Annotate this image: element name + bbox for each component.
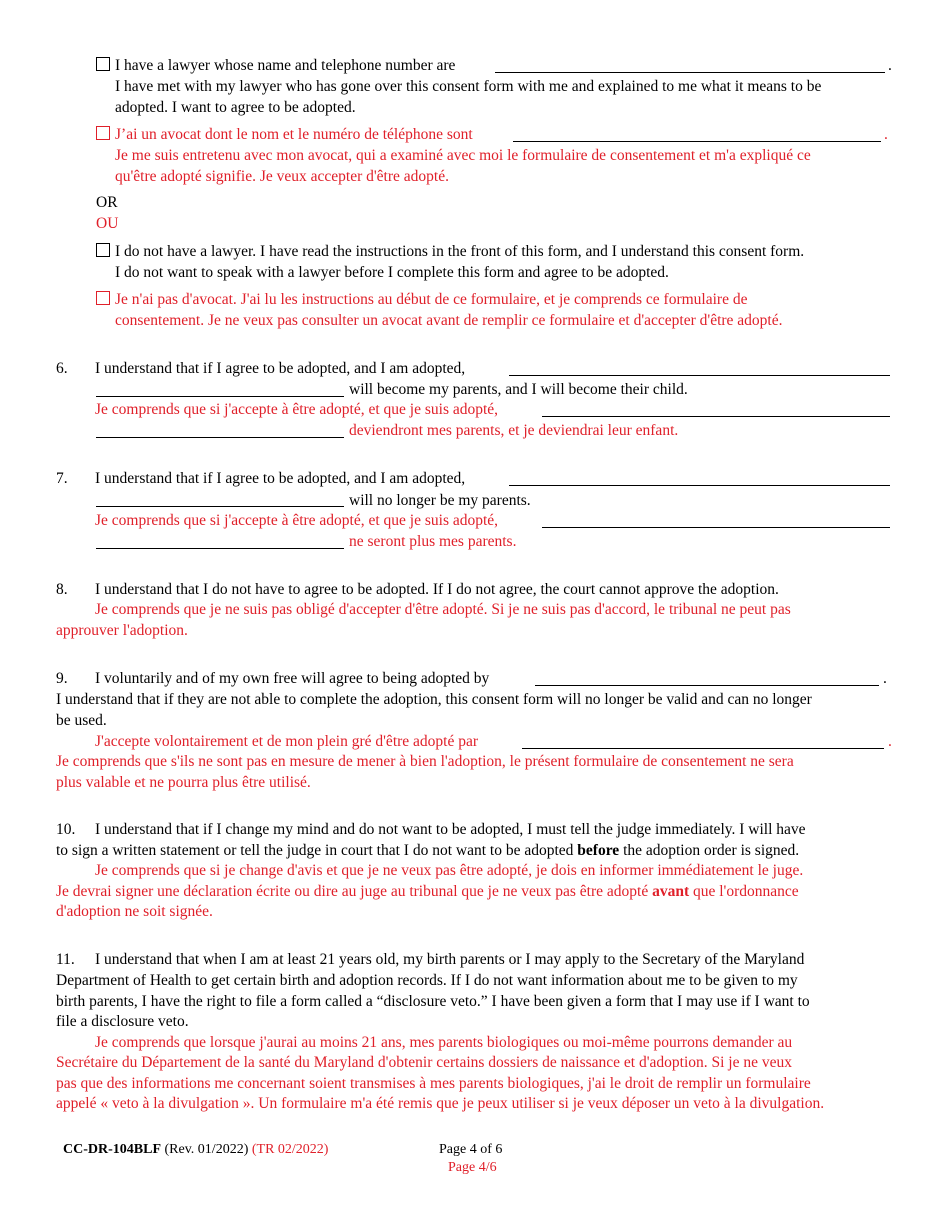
item7-en-line2: will no longer be my parents.	[349, 492, 531, 509]
item6-adopter-field[interactable]	[509, 375, 890, 376]
item11-en-line4: file a disclosure veto.	[56, 1013, 189, 1030]
period: .	[888, 57, 892, 74]
item11-fr-line4: appelé « veto à la divulgation ». Un formulaire m'a été remis que je peux utiliser si je veux déposer un veto à la divulgation.	[56, 1095, 825, 1112]
item11-en-line2: Department of Health to get certain birth and adoption records. If I do not want information about me to be given to my	[56, 972, 798, 989]
lawyer-opt1-en-line3: adopted. I want to agree to be adopted.	[115, 99, 356, 116]
footer-form-id	[63, 1140, 328, 1160]
item7-en-line1: I understand that if I agree to be adopted, and I am adopted,	[95, 470, 466, 487]
item10-fr-line2a: Je devrai signer une déclaration écrite ou dire au juge au tribunal que je ne veux pas être adopté	[56, 883, 649, 900]
item7-number: 7.	[56, 470, 68, 487]
lawyer-opt1-fr-line1: J’ai un avocat dont le nom et le numéro de téléphone sont	[115, 126, 473, 143]
or-label-fr: OU	[96, 215, 119, 232]
page-number-fr: Page 4/6	[448, 1160, 497, 1175]
period: .	[883, 670, 887, 687]
item10-en-line1: I understand that if I change my mind and do not want to be adopted, I must tell the judge immediately. I will have	[95, 821, 806, 838]
item6-en-line2: will become my parents, and I will become their child.	[349, 381, 688, 398]
item11-en-line1: I understand that when I am at least 21 years old, my birth parents or I may apply to the Secretary of the Maryland	[95, 951, 805, 968]
lawyer-opt2-fr-line1: Je n'ai pas d'avocat. J'ai lu les instructions au début de ce formulaire, et je comprends ce formulaire de	[115, 291, 748, 308]
lawyer-opt2-en-line2: I do not want to speak with a lawyer before I complete this form and agree to be adopted.	[115, 264, 669, 281]
page-number-en: Page 4 of 6	[439, 1142, 503, 1157]
item10-fr-line2c: que l'ordonnance	[693, 883, 799, 900]
item10-en-line2	[56, 841, 799, 861]
period: .	[884, 126, 888, 143]
item10-before: before	[577, 842, 620, 859]
lawyer-name-field-fr[interactable]	[513, 141, 881, 142]
form-id: CC-DR-104BLF	[63, 1142, 161, 1157]
item9-number: 9.	[56, 670, 68, 687]
lawyer-checkbox-en[interactable]	[96, 57, 110, 71]
item10-avant: avant	[652, 883, 690, 900]
lawyer-name-field[interactable]	[495, 72, 885, 73]
item9-en-line1: I voluntarily and of my own free will agree to being adopted by	[95, 670, 490, 687]
lawyer-opt1-fr-line2: Je me suis entretenu avec mon avocat, qui a examiné avec moi le formulaire de consentement et m'a expliqué ce	[115, 147, 811, 164]
item6-adopter-field-fr-2[interactable]	[96, 437, 344, 438]
item6-en-line1: I understand that if I agree to be adopted, and I am adopted,	[95, 360, 466, 377]
item9-en-line2: I understand that if they are not able to complete the adoption, this consent form will no longer be valid and can no longer	[56, 691, 812, 708]
item10-en-line2a: to sign a written statement or tell the judge in court that I do not want to be adopted	[56, 842, 574, 859]
item6-adopter-field-fr[interactable]	[542, 416, 890, 417]
item10-en-line2c: the adoption order is signed.	[623, 842, 800, 859]
no-lawyer-checkbox-en[interactable]	[96, 243, 110, 257]
item8-fr-line1: Je comprends que je ne suis pas obligé d'accepter d'être adopté. Si je ne suis pas d'accord, le tribunal ne peut pas	[95, 601, 791, 618]
item11-fr-line3: pas que des informations me concernant soient transmises à mes parents biologiques, j'ai le droit de remplir un formulaire	[56, 1075, 811, 1092]
item7-fr-line2: ne seront plus mes parents.	[349, 533, 517, 550]
lawyer-opt1-en-line1: I have a lawyer whose name and telephone number are	[115, 57, 456, 74]
item9-fr-line1: J'accepte volontairement et de mon plein gré d'être adopté par	[95, 733, 479, 750]
lawyer-opt1-en-line2: I have met with my lawyer who has gone over this consent form with me and explained to me what it means to be	[115, 78, 822, 95]
item7-parents-field[interactable]	[509, 485, 890, 486]
item8-number: 8.	[56, 581, 68, 598]
item10-fr-line2	[56, 882, 799, 902]
item7-parents-field-fr-2[interactable]	[96, 548, 344, 549]
item10-number: 10.	[56, 821, 76, 838]
item6-fr-line1: Je comprends que si j'accepte à être adopté, et que je suis adopté,	[95, 401, 499, 418]
form-rev: (Rev. 01/2022)	[164, 1142, 249, 1157]
lawyer-opt2-fr-line2: consentement. Je ne veux pas consulter un avocat avant de remplir ce formulaire et d'accepter d'être adopté.	[115, 312, 783, 329]
item9-fr-line2: Je comprends que s'ils ne sont pas en mesure de mener à bien l'adoption, le présent formulaire de consentement ne sera	[56, 753, 794, 770]
item7-parents-field-2[interactable]	[96, 506, 344, 507]
lawyer-opt2-en-line1: I do not have a lawyer. I have read the instructions in the front of this form, and I understand this consent form.	[115, 243, 805, 260]
item11-fr-line2: Secrétaire du Département de la santé du Maryland d'obtenir certains dossiers de naissance et d'adoption. Si je ne veux	[56, 1054, 792, 1071]
item9-adopter-field-fr[interactable]	[522, 748, 884, 749]
item8-fr-line2: approuver l'adoption.	[56, 622, 188, 639]
item6-fr-line2: deviendront mes parents, et je deviendrai leur enfant.	[349, 422, 679, 439]
item8-en-line1: I understand that I do not have to agree to be adopted. If I do not agree, the court cannot approve the adoption.	[95, 581, 779, 598]
item7-parents-field-fr[interactable]	[542, 527, 890, 528]
item9-adopter-field[interactable]	[535, 685, 879, 686]
item10-fr-line3: d'adoption ne soit signée.	[56, 903, 213, 920]
form-tr: (TR 02/2022)	[251, 1142, 329, 1157]
item9-en-line3: be used.	[56, 712, 107, 729]
period: .	[888, 733, 892, 750]
no-lawyer-checkbox-fr[interactable]	[96, 291, 110, 305]
item10-fr-line1: Je comprends que si je change d'avis et que je ne veux pas être adopté, je dois en informer immédiatement le juge.	[95, 862, 804, 879]
item6-number: 6.	[56, 360, 68, 377]
item7-fr-line1: Je comprends que si j'accepte à être adopté, et que je suis adopté,	[95, 512, 499, 529]
item6-adopter-field-2[interactable]	[96, 396, 344, 397]
item11-number: 11.	[56, 951, 75, 968]
or-label: OR	[96, 194, 118, 211]
lawyer-opt1-fr-line3: qu'être adopté signifie. Je veux accepter d'être adopté.	[115, 168, 449, 185]
item11-fr-line1: Je comprends que lorsque j'aurai au moins 21 ans, mes parents biologiques ou moi-même pourrons demander au	[95, 1034, 793, 1051]
lawyer-checkbox-fr[interactable]	[96, 126, 110, 140]
item11-en-line3: birth parents, I have the right to file a form called a “disclosure veto.” I have been given a form that I may use if I want to	[56, 993, 810, 1010]
item9-fr-line3: plus valable et ne pourra plus être utilisé.	[56, 774, 311, 791]
